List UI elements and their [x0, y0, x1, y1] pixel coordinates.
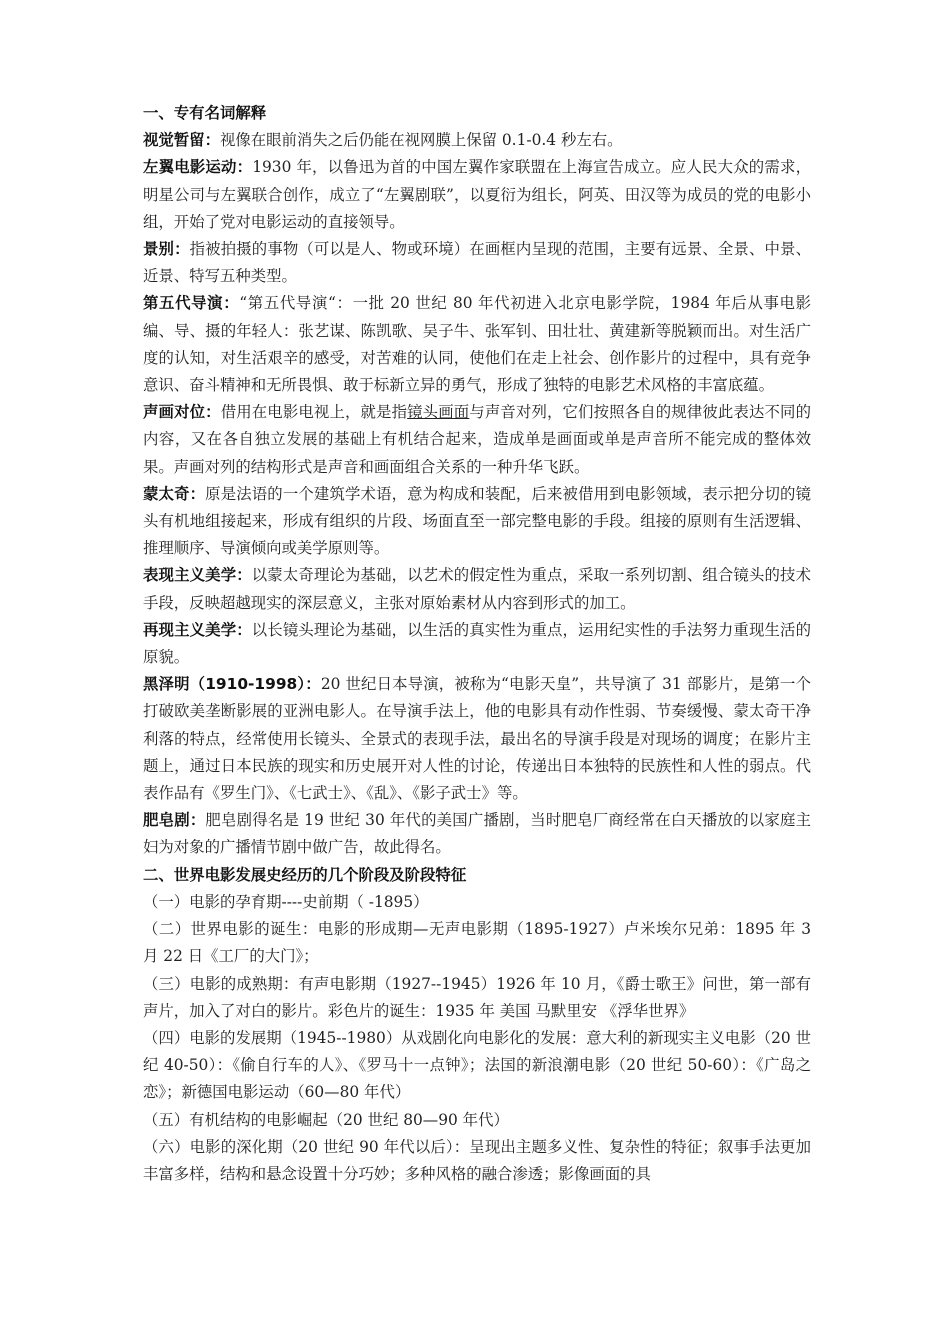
stage-item: （六）电影的深化期（20 世纪 90 年代以后）：呈现出主题多义性、复杂性的特征；叙事手法更加丰富多样，结构和悬念设置十分巧妙；多种风格的融合渗透；影像画面的具	[143, 1137, 811, 1183]
document-page	[143, 100, 811, 1188]
term: 视觉暂留：	[143, 131, 220, 150]
entry-soap-opera	[143, 807, 811, 861]
definition: 以蒙太奇理论为基础，以艺术的假定性为重点，采取一系列切割、组合镜头的技术手段，反映超越现实的深层意义，主张对原始素材从内容到形式的加工。	[143, 566, 811, 612]
term: 声画对位：	[143, 403, 221, 422]
stage-item: （五）有机结构的电影崛起（20 世纪 80—90 年代）	[143, 1110, 509, 1129]
definition: 指被拍摄的事物（可以是人、物或环境）在画框内呈现的范围，主要有远景、全景、中景、近景、特写五种类型。	[143, 240, 811, 286]
definition: 肥皂剧得名是 19 世纪 30 年代的美国广播剧，当时肥皂厂商经常在白天播放的以家庭主妇为对象的广播情节剧中做广告，故此得名。	[143, 811, 811, 857]
term: 左翼电影运动：	[143, 158, 253, 177]
definition: 20 世纪日本导演，被称为“电影天皇”，共导演了 31 部影片，是第一个打破欧美垄断影展的亚洲电影人。在导演手法上，他的电影具有动作性弱、节奏缓慢、蒙太奇干净利落的特点，经常使用长镜头、全景式的表现手法，最出名的导演手段是对现场的调度；在影片主题上，通过日本民族的现实和历史展开对人性的讨论，传递出日本独特的民族性和人性的弱点。代表作品有《罗生门》、《七武士》、《乱》、《影子武士》等。	[143, 675, 811, 803]
term: 景别：	[143, 240, 190, 259]
entry-montage	[143, 481, 811, 563]
stage-item: （一）电影的孕育期----史前期（ -1895）	[143, 892, 429, 911]
term: 表现主义美学：	[143, 566, 252, 585]
definition: 视像在眼前消失之后仍能在视网膜上保留 0.1-0.4 秒左右。	[219, 131, 623, 150]
definition-part: 借用在电影电视上，就是指	[220, 403, 408, 422]
term: 蒙太奇：	[143, 484, 206, 503]
entry-shot-scale	[143, 236, 811, 290]
stage-item: （四）电影的发展期（1945--1980）从戏剧化向电影化的发展：意大利的新现实主义电影（20 世纪 40-50）：《偷自行车的人》、《罗马十一点钟》；法国的新浪潮电影（20 世纪 50-60）：《广岛之恋》；新德国电影运动（60—80 年代）	[143, 1028, 811, 1102]
definition: 原是法语的一个建筑学术语，意为构成和装配，后来被借用到电影领域，表示把分切的镜头有机地组接起来，形成有组织的片段、场面直至一部完整电影的手段。组接的原则有生活逻辑、推理顺序、导演倾向或美学原则等。	[143, 484, 811, 558]
definition: “第五代导演“：一批 20 世纪 80 年代初进入北京电影学院，1984 年后从事电影编、导、摄的年轻人：张艺谋、陈凯歌、吴子牛、张军钊、田壮壮、黄建新等脱颖而出。对生活广度的认知，对生活艰辛的感受，对苦难的认同，使他们在走上社会、创作影片的过程中，具有竞争意识、奋斗精神和无所畏惧、敢于标新立异的勇气，形成了独特的电影艺术风格的丰富底蕴。	[143, 294, 811, 395]
entry-akira-kurosawa	[143, 671, 811, 807]
term: 再现主义美学：	[143, 620, 252, 639]
underlined-link[interactable]: 镜头画面	[407, 403, 470, 422]
section-2-heading: 二、世界电影发展史经历的几个阶段及阶段特征	[143, 865, 467, 884]
entry-left-wing-film-movement	[143, 154, 811, 236]
entry-fifth-generation-directors	[143, 290, 811, 399]
entry-realist-aesthetics	[143, 617, 811, 671]
section-1-heading: 一、专有名词解释	[143, 104, 267, 122]
entry-persistence-of-vision	[143, 127, 811, 154]
entry-sound-picture-counterpoint	[143, 399, 811, 481]
term: 黑泽明（1910-1998）：	[143, 675, 321, 694]
definition-part: 与声音对列，它们按照各自的规律彼此表达不同的内容，又在各自独立发展的基础上有机结合起来，造成单是画面或单是声音所不能完成的整体效果。声画对列的结构形式是声音和画面组合关系的一种升华飞跃。	[143, 403, 811, 476]
term: 肥皂剧：	[143, 811, 206, 830]
definition: 1930 年，以鲁迅为首的中国左翼作家联盟在上海宣告成立。应人民大众的需求，明星公司与左翼联合创作，成立了“左翼剧联”，以夏衍为组长，阿英、田汉等为成员的党的电影小组，开始了党对电影运动的直接领导。	[143, 158, 811, 231]
term: 第五代导演：	[143, 294, 240, 313]
stage-item: （三）电影的成熟期：有声电影期（1927--1945）1926 年 10 月，《爵士歌王》问世，第一部有声片，加入了对白的影片。彩色片的诞生：1935 年 美国 马默里安 《浮华世界》	[143, 974, 811, 1020]
definition: 以长镜头理论为基础，以生活的真实性为重点，运用纪实性的手法努力重现生活的原貌。	[143, 620, 811, 667]
entry-expressionist-aesthetics	[143, 562, 811, 616]
stage-item: （二）世界电影的诞生：电影的形成期—无声电影期（1895-1927）卢米埃尔兄弟：1895 年 3 月 22 日《工厂的大门》；	[143, 920, 811, 966]
